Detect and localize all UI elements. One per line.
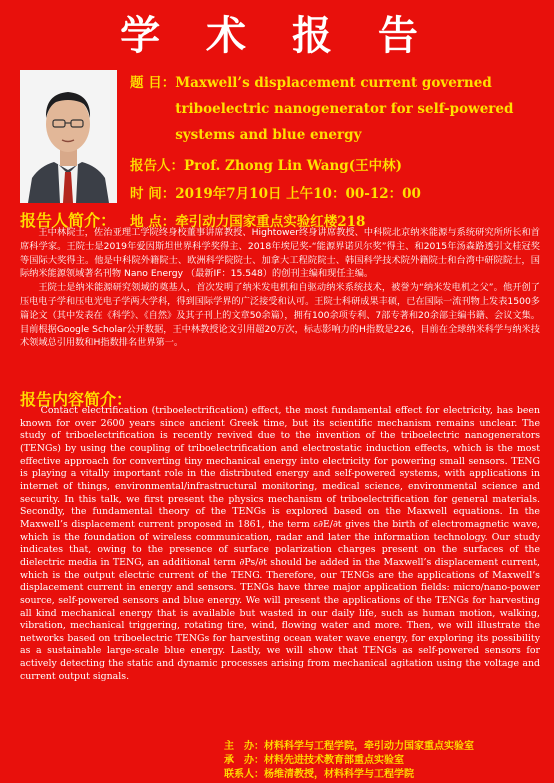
bio-paragraph: 王中林院士，佐治亚理工学院终身校董事讲席教授、Hightower终身讲席教授、中科院北京纳米能源与系统研究所所长和首席科学家。王院士是2019年爱因斯坦世界科学奖得主、2018年埃尼奖-“能源界诺贝尔奖”得主、和2015年汤森路透引文桂冠奖等国际大奖得主。他是中科院外籍院士、欧洲科学院院士、加拿大工程院院士、韩国科学技术院外籍院士和台湾中研院院士，国际纳米能源领域著名刊物 Nano Energy （最新IF：15.548）的创刊主编和现任主编。 bbox=[20, 227, 540, 280]
event-info bbox=[130, 70, 545, 242]
abstract-paragraph: Contact electrification (triboelectrification) effect, the most fundamental effect for electricity, has been known for over 2600 years since ancient Greek time, but its scientific mechanism remains unclear. The study of triboelectrification is recently revived due to the invention of the triboelectric nanogenerators (TENGs) by using the coupling of triboelectrification and electrostatic induction effects, which is the most effective approach for converting tiny mechanical energy into electricity for powering small sensors. TENG is playing a vitally important role in the distributed energy and self-powered systems, with applications in internet of things, environmental/infrastructural monitoring, medical science, environmental science and security. In this talk, we first present the physics mechanism of triboelectrification for general materials. Secondly, the fundamental theory of the TENGs is explored based on the Maxwell equations. In the Maxwell’s displacement current proposed in 1861, the term ε∂E/∂t gives the birth of electromagnetic wave, which is the foundation of wireless communication, radar and later the information technology. Our study indicates that, owing to the presence of surface polarization charges present on the surfaces of the dielectric media in TENG, an additional term ∂Ps/∂t should be added in the Maxwell’s displacement current, which is the output electric current of the TENG. Therefore, our TENGs are the applications of Maxwell’s displacement current in energy and sensors. TENGs have three major application fields: micro/nano-power source, self-powered sensors and blue energy. We will present the applications of the TENGs for harvesting all kind mechanical energy that is available but wasted in our daily life, such as human motion, walking, vibration, mechanical triggering, rotating tire, wind, flowing water and more. Then, we will illustrate the networks based on triboelectric TENGs for harvesting ocean water wave energy, for exploring its possibility as a sustainable large-scale blue energy. Lastly, we will show that TENGs as self-powered sensors for actively detecting the static and dynamic processes arising from mechanical agitation using the voltage and current output signals. bbox=[20, 405, 540, 682]
co-host-line: 承 办：材料先进技术教育部重点实验室 bbox=[224, 755, 404, 766]
abstract-heading: 报告内容简介： bbox=[20, 390, 133, 409]
bio-paragraph: 王院士是纳米能源研究领域的奠基人，首次发明了纳米发电机和自驱动纳米系统技术，被誉为“纳米发电机之父”。他开创了压电电子学和压电光电子学两大学科，得到国际学界的广泛接受和认可。王院士科研成果丰硕，已在国际一流刊物上发表1500多篇论文（其中发表在《科学》、《自然》及其子刊上的文章50余篇），拥有100余项专利、7部专著和20余部主编书籍、会议文集。目前根据Google Scholar公开数据，王中林教授论文引用超20万次，标志影响力的H指数是226，目前在全球纳米科学与纳米技术领域总引用数和H指数排名世界第一。 bbox=[20, 282, 540, 349]
time-value: 2019年7月10日 上午10：00-12：00 bbox=[175, 186, 421, 202]
organizer-block bbox=[224, 740, 549, 782]
abstract-section bbox=[20, 405, 540, 683]
topic-value: Maxwell’s displacement current governed triboelectric nanogenerator for self-powered systems and blue energy bbox=[175, 75, 514, 143]
bio-heading: 报告人简介： bbox=[20, 211, 117, 230]
place-value: 牵引动力国家重点实验红楼218 bbox=[175, 214, 366, 230]
contact-line: 联系人：杨维清教授，材料科学与工程学院 bbox=[224, 769, 414, 780]
place-label: 地 点： bbox=[130, 214, 176, 230]
speaker-label: 报告人： bbox=[130, 158, 184, 174]
time-label: 时 间： bbox=[130, 186, 176, 202]
speaker-row bbox=[130, 158, 545, 175]
page-title: 学 术 报 告 bbox=[120, 13, 434, 59]
time-row bbox=[130, 186, 545, 203]
speaker-value: Prof. Zhong Lin Wang(王中林) bbox=[184, 158, 403, 174]
topic-row bbox=[130, 70, 545, 148]
speaker-portrait-icon bbox=[20, 70, 117, 203]
host-line: 主 办：材料科学与工程学院，牵引动力国家重点实验室 bbox=[224, 741, 474, 752]
bio-section bbox=[20, 226, 540, 350]
topic-label: 题 目： bbox=[130, 75, 176, 91]
speaker-photo bbox=[20, 70, 117, 203]
